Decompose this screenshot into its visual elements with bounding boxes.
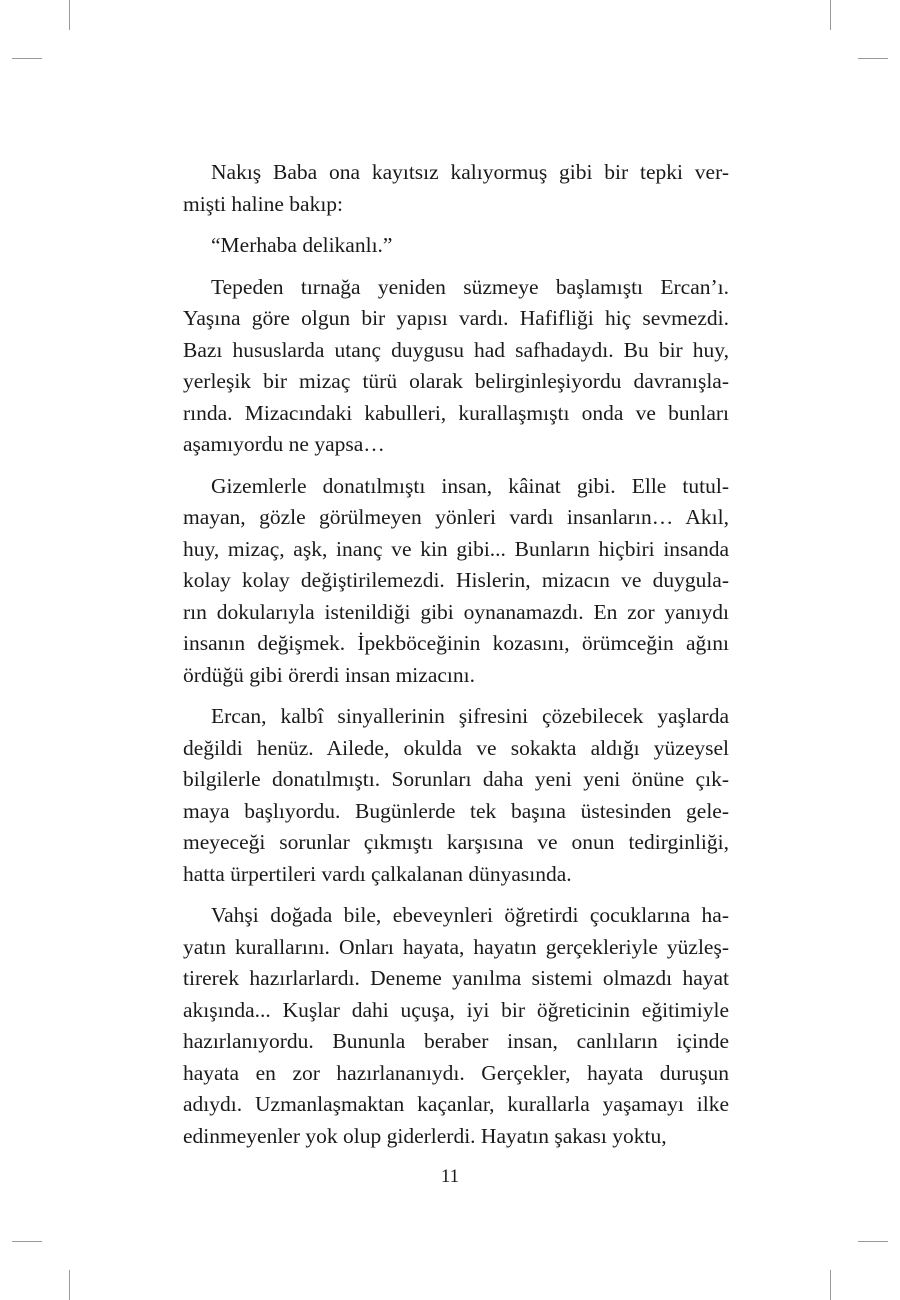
text-line: Bazı hususlarda utanç duygusu had safhadaydı. Bu bir huy,: [183, 337, 729, 362]
paragraph: [183, 272, 729, 461]
paragraph: [183, 157, 729, 220]
paragraph: [183, 900, 729, 1152]
text-line: meyeceği sorunlar çıkmıştı karşısına ve onun tedirginliği,: [183, 830, 729, 854]
text-line: insanın değişmek. İpekböceğinin kozasını, örümceğin ağını: [183, 631, 729, 655]
text-line: yatın kurallarını. Onları hayata, hayatın gerçekleriyle yüzleş-: [183, 934, 729, 959]
page-number: 11: [440, 1166, 460, 1187]
crop-mark-top-right-vertical: [830, 0, 831, 30]
text-line: Nakış Baba ona kayıtsız kalıyormuş gibi bir tepki ver-: [211, 160, 729, 184]
crop-mark-top-right-horizontal: [858, 58, 888, 59]
crop-mark-bottom-right-horizontal: [858, 1241, 888, 1242]
text-line: hayata en zor hazırlananıydı. Gerçekler, hayata duruşun: [183, 1060, 729, 1085]
text-line: tirerek hazırlarlardı. Deneme yanılma sistemi olmazdı hayat: [183, 966, 729, 990]
body-text: [183, 157, 729, 1162]
paragraph: [183, 471, 729, 692]
text-line: kolay kolay değiştirilemezdi. Hislerin, mizacın ve duygula-: [183, 568, 729, 592]
text-line: yerleşik bir mizaç türü olarak belirginleşiyordu davranışla-: [183, 369, 729, 393]
text-line: “Merhaba delikanlı.”: [211, 233, 393, 257]
text-line: akışında... Kuşlar dahi uçuşa, iyi bir öğreticinin eğitimiyle: [183, 997, 729, 1022]
text-line: edinmeyenler yok olup giderlerdi. Hayatın şakası yoktu,: [183, 1123, 667, 1148]
crop-mark-bottom-right-vertical: [830, 1270, 831, 1300]
text-line: değildi henüz. Ailede, okulda ve sokakta aldığı yüzeysel: [183, 735, 729, 760]
text-line: maya başlıyordu. Bugünlerde tek başına üstesinden gele-: [183, 798, 729, 823]
crop-mark-top-left-vertical: [69, 0, 70, 30]
text-line: hatta ürpertileri vardı çalkalanan dünyasında.: [183, 861, 572, 886]
text-line: mayan, gözle görülmeyen yönleri vardı insanların… Akıl,: [183, 505, 729, 529]
text-line: Yaşına göre olgun bir yapısı vardı. Hafifliği hiç sevmezdi.: [183, 306, 729, 330]
text-line: mişti haline bakıp:: [183, 191, 344, 216]
text-line: adıydı. Uzmanlaşmaktan kaçanlar, kurallarla yaşamayı ilke: [183, 1092, 729, 1116]
paragraph: [183, 701, 729, 890]
text-line: rında. Mizacındaki kabulleri, kurallaşmıştı onda ve bunları: [183, 400, 729, 425]
crop-mark-bottom-left-vertical: [69, 1270, 70, 1300]
text-line: Gizemlerle donatılmıştı insan, kâinat gibi. Elle tutul-: [211, 473, 729, 498]
text-line: Tepeden tırnağa yeniden süzmeye başlamıştı Ercan’ı.: [211, 274, 729, 299]
crop-mark-bottom-left-horizontal: [12, 1241, 42, 1242]
text-line: huy, mizaç, aşk, inanç ve kin gibi... Bunların hiçbiri insanda: [183, 536, 729, 561]
text-line: Ercan, kalbî sinyallerinin şifresini çözebilecek yaşlarda: [211, 704, 729, 728]
crop-mark-top-left-horizontal: [12, 58, 42, 59]
text-line: Vahşi doğada bile, ebeveynleri öğretirdi çocuklarına ha-: [211, 903, 729, 927]
paragraph: [183, 230, 729, 262]
text-line: bilgilerle donatılmıştı. Sorunları daha yeni yeni önüne çık-: [183, 767, 729, 791]
text-line: aşamıyordu ne yapsa…: [183, 432, 385, 456]
text-line: ördüğü gibi örerdi insan mizacını.: [183, 662, 475, 687]
text-line: rın dokularıyla istenildiği gibi oynanamazdı. En zor yanıydı: [183, 599, 729, 624]
text-line: hazırlanıyordu. Bununla beraber insan, canlıların içinde: [183, 1029, 729, 1053]
